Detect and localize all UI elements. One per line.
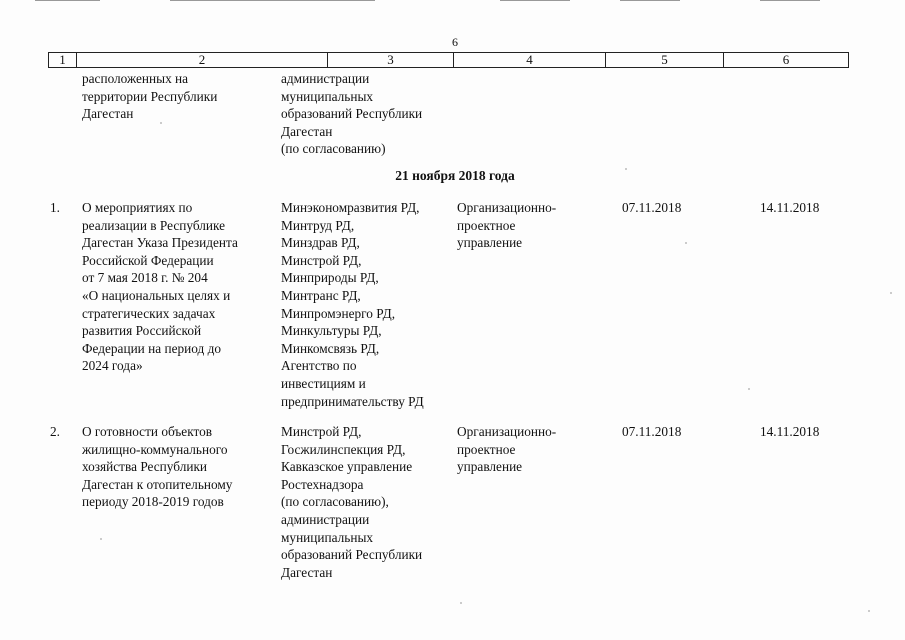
page-number: 6 xyxy=(452,35,458,49)
review-date: 14.11.2018 xyxy=(760,424,820,439)
row-number: 2. xyxy=(50,424,60,439)
scan-speck xyxy=(748,388,750,390)
column-header-1: 1 xyxy=(59,52,66,67)
scan-speck xyxy=(868,610,870,612)
column-header-3: 3 xyxy=(387,52,394,67)
scan-edge-line xyxy=(500,0,570,1)
agenda-title: О мероприятиях по реализации в Республике Дагестан Указа Президента Российской Федерации от 7 мая 2018 г. № 204 «О национальных целях и стратегических задачах развития Российской Федерации на период до 2024 года» xyxy=(82,200,238,374)
scan-speck xyxy=(625,168,627,170)
column-header-6: 6 xyxy=(782,52,790,67)
scan-speck xyxy=(685,242,687,244)
continuation-responsible: администрации муниципальных образований Республики Дагестан (по согласованию) xyxy=(281,71,423,157)
department: Организационно- проектное управление xyxy=(457,200,557,251)
review-date: 14.11.2018 xyxy=(760,200,820,215)
responsible-bodies: Минэкономразвития РД, Минтруд РД, Минздрав РД, Минстрой РД, Минприроды РД, Минтранс РД, Минпромэнерго РД, Минкультуры РД, Минкомсвязь РД, Агентство по инвестициям и предпринимательству РД xyxy=(281,200,424,409)
continuation-title: расположенных на территории Республики Дагестан xyxy=(82,71,218,122)
row-number: 1. xyxy=(50,200,60,215)
responsible-bodies: Минстрой РД, Госжилинспекция РД, Кавказское управление Ростехнадзора (по согласованию), администрации муниципальных образований Республики Дагестан xyxy=(281,424,423,580)
column-header-4: 4 xyxy=(526,52,533,67)
scan-edge-line xyxy=(170,0,375,1)
date-heading: 21 ноября 2018 года xyxy=(395,168,515,183)
scan-speck xyxy=(890,292,892,294)
scan-edge-line xyxy=(35,0,100,1)
column-header-5: 5 xyxy=(661,52,668,67)
department: Организационно- проектное управление xyxy=(457,424,557,475)
scan-edge-line xyxy=(760,0,820,1)
agenda-title: О готовности объектов жилищно-коммунального хозяйства Республики Дагестан к отопительному периоду 2018-2019 годов xyxy=(82,424,233,510)
submission-date: 07.11.2018 xyxy=(622,200,682,215)
scan-edge-line xyxy=(620,0,680,1)
scan-speck xyxy=(460,602,462,604)
table-header xyxy=(48,52,849,68)
column-header-2: 2 xyxy=(198,52,206,67)
scan-speck xyxy=(100,538,102,540)
scan-speck xyxy=(160,122,162,124)
submission-date: 07.11.2018 xyxy=(622,424,682,439)
